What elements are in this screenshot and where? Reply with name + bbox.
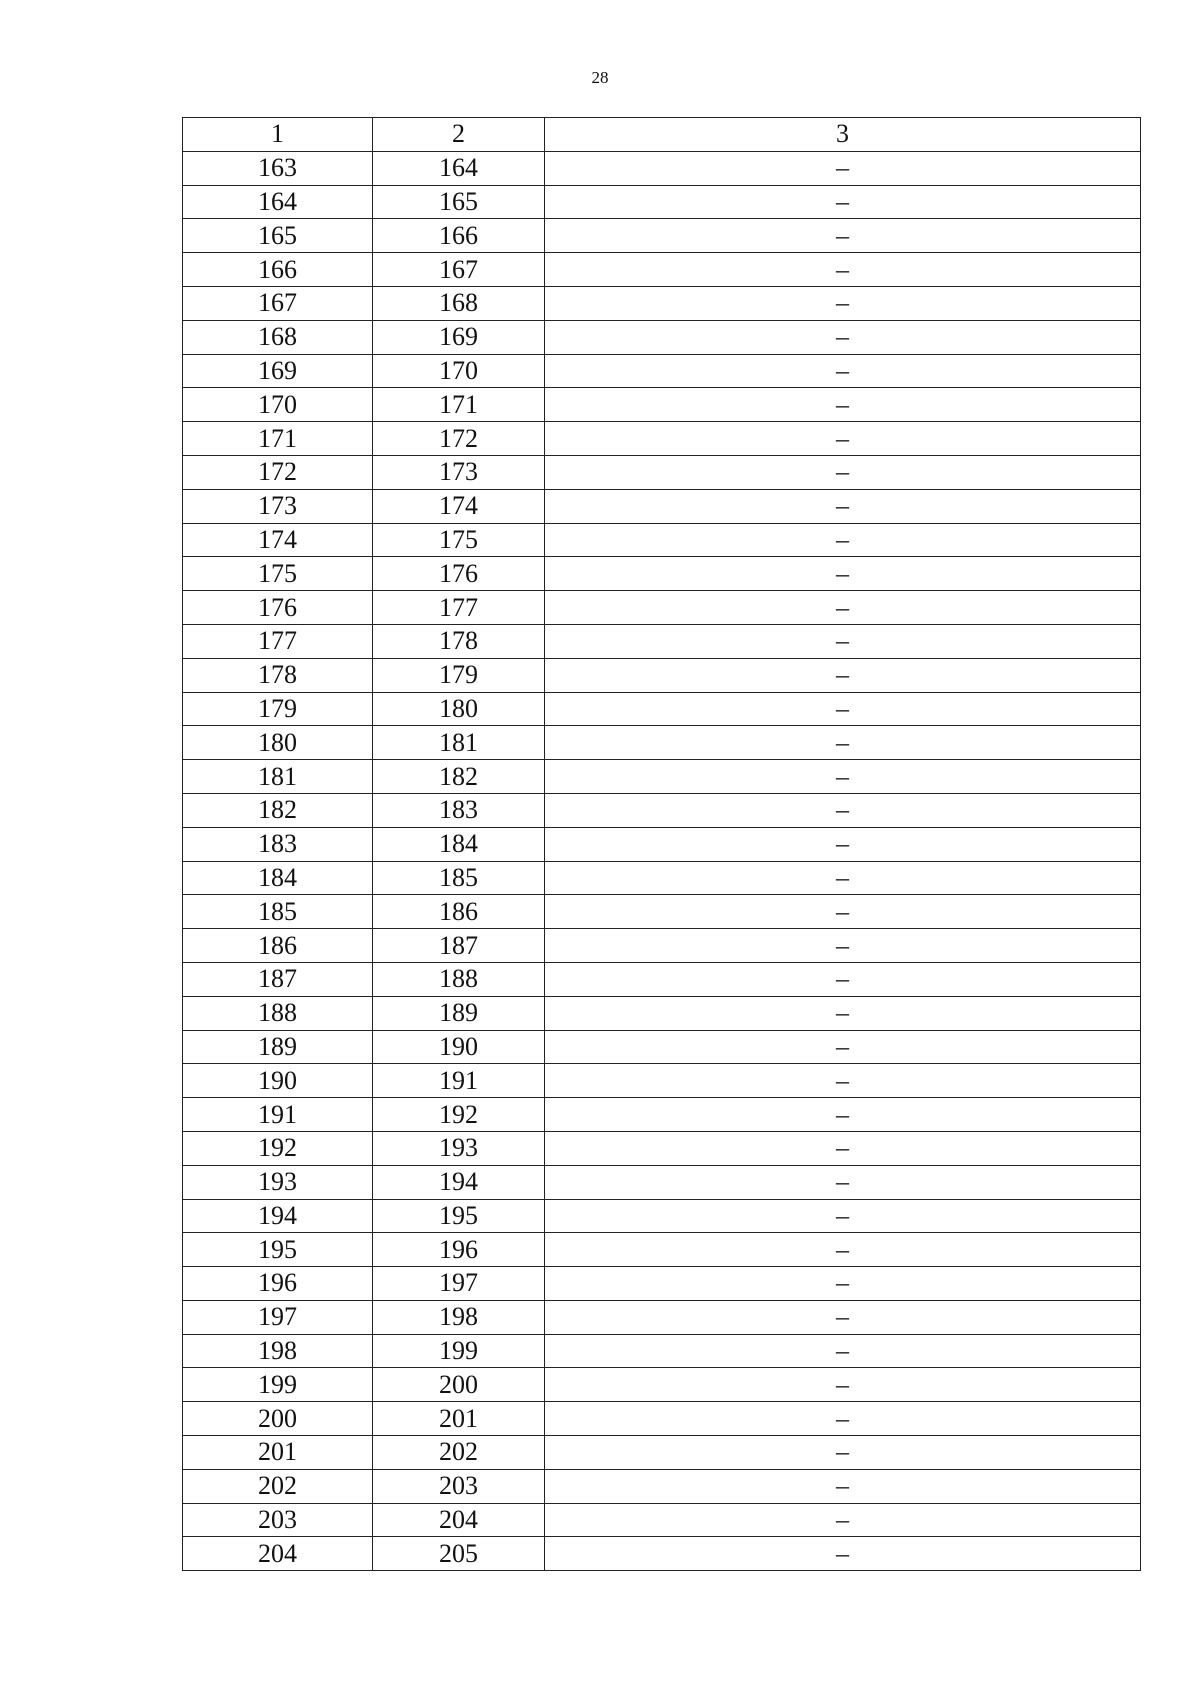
table-cell-col-2: 173	[373, 455, 545, 489]
table-row	[183, 962, 1141, 996]
table-cell-col-2: 184	[373, 827, 545, 861]
table-row	[183, 1334, 1141, 1368]
table-row	[183, 489, 1141, 523]
table-cell-col-3: –	[545, 1165, 1141, 1199]
table-cell-col-2: 176	[373, 557, 545, 591]
table-cell-col-3: –	[545, 455, 1141, 489]
table-cell-col-3: –	[545, 320, 1141, 354]
table-cell-col-1: 186	[183, 929, 373, 963]
table-cell-col-3: –	[545, 388, 1141, 422]
table-cell-col-2: 203	[373, 1469, 545, 1503]
table-cell-col-2: 181	[373, 726, 545, 760]
table-row	[183, 455, 1141, 489]
table-row	[183, 557, 1141, 591]
table-row	[183, 1469, 1141, 1503]
table-cell-col-3: –	[545, 1233, 1141, 1267]
table-cell-col-1: 170	[183, 388, 373, 422]
table-cell-col-3: –	[545, 1368, 1141, 1402]
table-row	[183, 1098, 1141, 1132]
table-cell-col-2: 172	[373, 422, 545, 456]
table-cell-col-1: 182	[183, 793, 373, 827]
table-row	[183, 1165, 1141, 1199]
table-cell-col-3: –	[545, 1267, 1141, 1301]
table-cell-col-1: 201	[183, 1436, 373, 1470]
table-cell-col-2: 193	[373, 1131, 545, 1165]
table-row	[183, 219, 1141, 253]
table-cell-col-1: 176	[183, 591, 373, 625]
header-row	[183, 118, 1141, 152]
table-cell-col-3: –	[545, 861, 1141, 895]
table-row	[183, 185, 1141, 219]
table-row	[183, 996, 1141, 1030]
table-row	[183, 286, 1141, 320]
table-cell-col-2: 167	[373, 253, 545, 287]
table-cell-col-3: –	[545, 1030, 1141, 1064]
table-cell-col-2: 175	[373, 523, 545, 557]
table-row	[183, 1537, 1141, 1571]
column-header-2: 2	[373, 118, 545, 152]
table-cell-col-2: 197	[373, 1267, 545, 1301]
table-cell-col-3: –	[545, 692, 1141, 726]
table-cell-col-3: –	[545, 1300, 1141, 1334]
table-cell-col-1: 200	[183, 1402, 373, 1436]
table-cell-col-1: 178	[183, 658, 373, 692]
table-cell-col-1: 164	[183, 185, 373, 219]
table-cell-col-2: 192	[373, 1098, 545, 1132]
table-cell-col-2: 170	[373, 354, 545, 388]
table-cell-col-3: –	[545, 793, 1141, 827]
table-row	[183, 523, 1141, 557]
table-row	[183, 692, 1141, 726]
table-cell-col-2: 195	[373, 1199, 545, 1233]
table-cell-col-2: 191	[373, 1064, 545, 1098]
table-cell-col-3: –	[545, 658, 1141, 692]
table-cell-col-2: 182	[373, 760, 545, 794]
table-cell-col-3: –	[545, 286, 1141, 320]
table-cell-col-2: 190	[373, 1030, 545, 1064]
table-cell-col-1: 165	[183, 219, 373, 253]
table-cell-col-2: 178	[373, 624, 545, 658]
table-row	[183, 320, 1141, 354]
table-cell-col-2: 164	[373, 151, 545, 185]
table-cell-col-3: –	[545, 1469, 1141, 1503]
table-cell-col-1: 191	[183, 1098, 373, 1132]
table-row	[183, 726, 1141, 760]
table-row	[183, 827, 1141, 861]
table-row	[183, 929, 1141, 963]
table-cell-col-1: 184	[183, 861, 373, 895]
table-row	[183, 1368, 1141, 1402]
table-cell-col-2: 200	[373, 1368, 545, 1402]
table-row	[183, 1503, 1141, 1537]
table-cell-col-3: –	[545, 624, 1141, 658]
table-cell-col-3: –	[545, 827, 1141, 861]
table-cell-col-1: 167	[183, 286, 373, 320]
table-cell-col-1: 187	[183, 962, 373, 996]
table-cell-col-2: 196	[373, 1233, 545, 1267]
table-cell-col-1: 183	[183, 827, 373, 861]
table-row	[183, 1199, 1141, 1233]
table-cell-col-1: 193	[183, 1165, 373, 1199]
table-cell-col-2: 189	[373, 996, 545, 1030]
table-cell-col-3: –	[545, 185, 1141, 219]
table-row	[183, 1267, 1141, 1301]
table-cell-col-2: 169	[373, 320, 545, 354]
table-row	[183, 253, 1141, 287]
table-cell-col-2: 188	[373, 962, 545, 996]
table-cell-col-3: –	[545, 151, 1141, 185]
table-row	[183, 658, 1141, 692]
table-cell-col-3: –	[545, 895, 1141, 929]
table-cell-col-2: 177	[373, 591, 545, 625]
table-cell-col-3: –	[545, 557, 1141, 591]
table-row	[183, 624, 1141, 658]
table-cell-col-3: –	[545, 354, 1141, 388]
table-cell-col-3: –	[545, 422, 1141, 456]
table-row	[183, 422, 1141, 456]
table-row	[183, 1064, 1141, 1098]
table-cell-col-1: 195	[183, 1233, 373, 1267]
table-cell-col-1: 168	[183, 320, 373, 354]
table-cell-col-1: 171	[183, 422, 373, 456]
table-cell-col-3: –	[545, 760, 1141, 794]
table-cell-col-1: 189	[183, 1030, 373, 1064]
table-cell-col-1: 202	[183, 1469, 373, 1503]
table-row	[183, 760, 1141, 794]
table-cell-col-3: –	[545, 1131, 1141, 1165]
table-cell-col-1: 188	[183, 996, 373, 1030]
table-row	[183, 151, 1141, 185]
table-cell-col-2: 194	[373, 1165, 545, 1199]
table-cell-col-2: 171	[373, 388, 545, 422]
table-cell-col-1: 190	[183, 1064, 373, 1098]
table-cell-col-2: 183	[373, 793, 545, 827]
table-cell-col-1: 192	[183, 1131, 373, 1165]
table-cell-col-2: 186	[373, 895, 545, 929]
table-header	[183, 118, 1141, 152]
table-cell-col-2: 198	[373, 1300, 545, 1334]
column-header-3: 3	[545, 118, 1141, 152]
table-cell-col-1: 163	[183, 151, 373, 185]
table-row	[183, 388, 1141, 422]
table-cell-col-1: 177	[183, 624, 373, 658]
table-row	[183, 1436, 1141, 1470]
table-cell-col-3: –	[545, 962, 1141, 996]
table-cell-col-1: 166	[183, 253, 373, 287]
table-cell-col-2: 174	[373, 489, 545, 523]
table-cell-col-1: 180	[183, 726, 373, 760]
table-cell-col-1: 185	[183, 895, 373, 929]
column-header-1: 1	[183, 118, 373, 152]
table-cell-col-3: –	[545, 1402, 1141, 1436]
table-cell-col-3: –	[545, 1537, 1141, 1571]
table-cell-col-3: –	[545, 929, 1141, 963]
table-cell-col-3: –	[545, 726, 1141, 760]
table-cell-col-2: 165	[373, 185, 545, 219]
table-cell-col-2: 205	[373, 1537, 545, 1571]
table-cell-col-1: 179	[183, 692, 373, 726]
table-row	[183, 1030, 1141, 1064]
data-table	[182, 117, 1141, 1571]
table-cell-col-2: 179	[373, 658, 545, 692]
table-cell-col-3: –	[545, 1334, 1141, 1368]
table-cell-col-3: –	[545, 1199, 1141, 1233]
table-body	[183, 151, 1141, 1570]
table-cell-col-1: 203	[183, 1503, 373, 1537]
table-cell-col-3: –	[545, 1098, 1141, 1132]
table-cell-col-3: –	[545, 1436, 1141, 1470]
table-cell-col-3: –	[545, 1064, 1141, 1098]
table-cell-col-1: 174	[183, 523, 373, 557]
table-cell-col-1: 181	[183, 760, 373, 794]
table-cell-col-2: 180	[373, 692, 545, 726]
table-row	[183, 895, 1141, 929]
table-cell-col-3: –	[545, 489, 1141, 523]
table-row	[183, 354, 1141, 388]
table-row	[183, 1402, 1141, 1436]
table-cell-col-2: 166	[373, 219, 545, 253]
table-cell-col-1: 199	[183, 1368, 373, 1402]
table-row	[183, 861, 1141, 895]
table-cell-col-3: –	[545, 996, 1141, 1030]
table-cell-col-1: 194	[183, 1199, 373, 1233]
table-cell-col-3: –	[545, 591, 1141, 625]
table-cell-col-3: –	[545, 253, 1141, 287]
table-cell-col-1: 169	[183, 354, 373, 388]
table-cell-col-2: 187	[373, 929, 545, 963]
table-cell-col-2: 168	[373, 286, 545, 320]
table-cell-col-3: –	[545, 219, 1141, 253]
table-cell-col-1: 197	[183, 1300, 373, 1334]
table-row	[183, 591, 1141, 625]
table-cell-col-1: 198	[183, 1334, 373, 1368]
table-cell-col-2: 204	[373, 1503, 545, 1537]
table-cell-col-1: 175	[183, 557, 373, 591]
table-row	[183, 793, 1141, 827]
table-cell-col-2: 199	[373, 1334, 545, 1368]
table-row	[183, 1300, 1141, 1334]
table-cell-col-1: 204	[183, 1537, 373, 1571]
table-cell-col-1: 196	[183, 1267, 373, 1301]
table-cell-col-3: –	[545, 523, 1141, 557]
table-cell-col-2: 185	[373, 861, 545, 895]
table-cell-col-2: 202	[373, 1436, 545, 1470]
table-cell-col-2: 201	[373, 1402, 545, 1436]
table-cell-col-3: –	[545, 1503, 1141, 1537]
table-cell-col-1: 172	[183, 455, 373, 489]
table-row	[183, 1131, 1141, 1165]
table-row	[183, 1233, 1141, 1267]
table-cell-col-1: 173	[183, 489, 373, 523]
page-number: 28	[591, 68, 609, 87]
